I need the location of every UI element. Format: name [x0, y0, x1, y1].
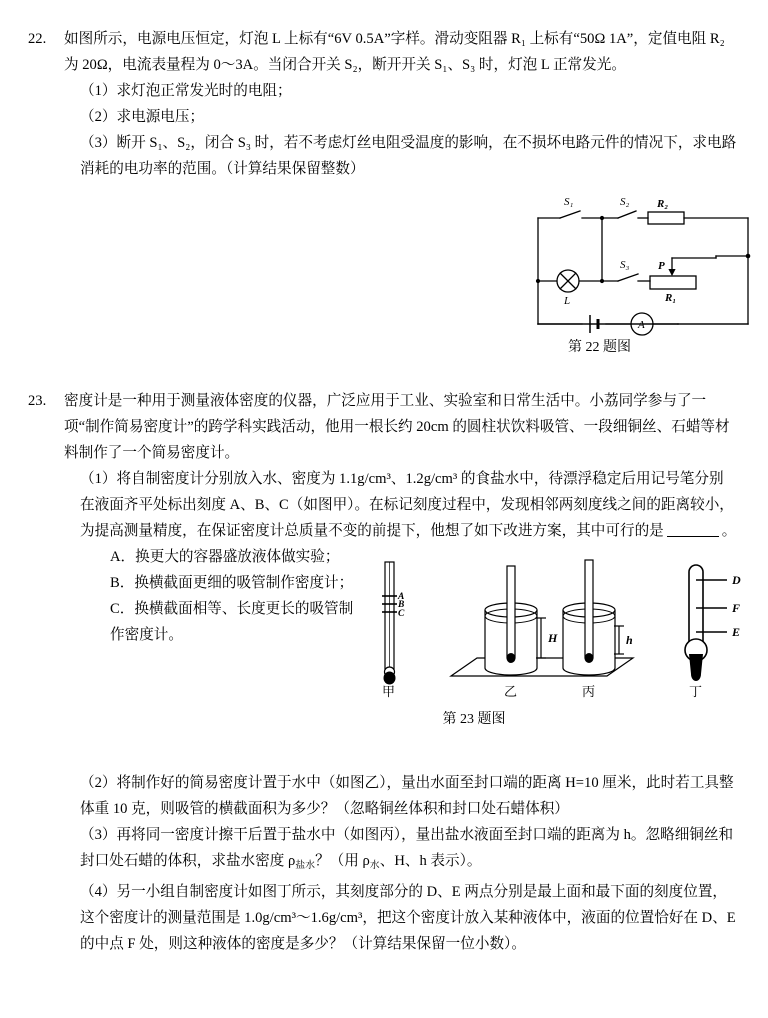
mark-d: D: [732, 573, 741, 587]
mark-e: E: [732, 625, 741, 639]
question-23-item-3: [80, 822, 738, 879]
mark-b: B: [398, 600, 405, 610]
question-22-stem: 如图所示，电源电压恒定，灯泡 L 上标有“6V 0.5A”字样。滑动变阻器 R₁ 上标有“50Ω 1A”，定值电阻 R₂ 为 20Ω，电流表量程为 0～3A。当闭合开关 S₂，断开开关 S₁、S₃ 时，灯泡 L 正常发光。: [64, 31, 725, 73]
question-23-option-b[interactable]: [110, 570, 364, 596]
question-22-item-2-text: 求电源电压；: [116, 109, 205, 125]
panel-yi: [485, 566, 546, 675]
panel-name-bing: 丙: [582, 684, 596, 699]
panel-ding: [685, 565, 727, 661]
question-22-item-3-label: （3）: [80, 135, 117, 151]
question-22-item-2-label: （2）: [80, 109, 117, 125]
question-23-stem: 密度计是一种用于测量液体密度的仪器，广泛应用于工业、实验室和日常生活中。小荔同学参与了一项“制作简易密度计”的跨学科实践活动，他用一根长约 20cm 的圆柱状饮料吸管、一段细铜丝、石蜡等材料制作了一个简易密度计。: [64, 393, 730, 461]
question-23-item-4: [80, 879, 738, 957]
label-switch-s2: S₂: [620, 196, 630, 208]
option-b-key: B．: [110, 575, 135, 591]
mark-H: H: [548, 631, 558, 645]
question-23-item-3-text-a: （3）: [80, 827, 117, 843]
question-23-option-c[interactable]: [110, 596, 364, 648]
question-23-item-1: [80, 466, 738, 544]
junction-dots: [536, 216, 750, 283]
question-23-item-3-sub-a: 盐水: [295, 859, 316, 871]
mark-c: C: [398, 609, 405, 619]
question-22-body: [64, 26, 738, 182]
question-23-item-2: [80, 770, 738, 822]
question-23-item-2-label: （2）: [80, 775, 117, 791]
question-23-item-4-label: （4）: [80, 883, 117, 900]
label-rheostat-r1: R₁: [665, 292, 677, 304]
label-slider-p: P: [658, 260, 665, 272]
option-a-text: 换更大的容器盛放液体做实验；: [135, 549, 340, 565]
mark-f: F: [732, 601, 741, 615]
question-22-item-3-text: 断开 S₁、S₂，闭合 S₃ 时，若不考虑灯丝电阻受温度的影响，在不损坏电路元件的情况下，求电路消耗的电功率的范围。（计算结果保留整数）: [80, 135, 737, 177]
question-22-item-2: [80, 104, 738, 130]
label-resistor-r2: R₂: [657, 198, 669, 210]
figure-22-caption: 第 22 题图: [568, 340, 631, 355]
question-23-item-3-sub-b: 水: [369, 859, 380, 871]
question-23-item-1-text: 将自制密度计分别放入水、密度为 1.1g/cm³、1.2g/cm³ 的食盐水中，待漂浮稳定后用记号笔分别在液面齐平处标出刻度 A、B、C（如图甲）。在标记刻度过程中，发现相邻两刻度线之间的距离较小，为提高测量精度，在保证密度计总质量不变的前提下，他想了如下改进方案，其中可行的是: [80, 471, 734, 539]
panel-bing: [563, 560, 624, 675]
slider-arrow-icon: [668, 269, 675, 276]
panel-jia: [382, 562, 397, 672]
label-lamp-l: L: [564, 295, 571, 307]
question-22-item-1-label: （1）: [80, 83, 117, 99]
label-switch-s3: S₃: [620, 259, 630, 271]
option-c-text: 换横截面相等、长度更长的吸管制作密度计。: [110, 601, 354, 643]
figure-23-caption: 第 23 题图: [442, 712, 506, 727]
panel-name-yi: 乙: [504, 684, 518, 699]
panel-name-ding: 丁: [689, 684, 703, 699]
hydrometer-svg: [355, 558, 767, 703]
label-ammeter: A: [638, 319, 645, 331]
option-c-key: C．: [110, 601, 135, 617]
question-23-item-2-text: 将制作好的简易密度计置于水中（如图乙），量出水面至封口端的距离 H=10 厘米，此时若工具整体重 10 克，则吸管的横截面积为多少？（忽略铜丝体积和封口处石蜡体积）: [80, 775, 734, 817]
question-22-number: 22.: [28, 31, 47, 47]
option-b-text: 换横截面更细的吸管制作密度计；: [134, 575, 354, 591]
mark-h: h: [626, 633, 633, 647]
figure-22-circuit-diagram: [520, 196, 768, 364]
question-23-item-1-label: （1）: [80, 471, 117, 487]
question-22-item-1-text: 求灯泡正常发光时的电阻；: [116, 83, 292, 99]
question-23-option-a[interactable]: [110, 544, 364, 570]
answer-blank-1[interactable]: [667, 536, 719, 537]
question-23-item-4-text: 另一小组自制密度计如图丁所示，其刻度部分的 D、E 两点分别是最上面和最下面的刻度位置，这个密度计的测量范围是 1.0g/cm³～1.6g/cm³，把这个密度计放入某种液体中，液面的位置恰好在 D、E 的中点 F 处，则这种液体的密度是多少？（计算结果保留一位小数）。: [80, 883, 736, 952]
question-23-item-3-text: 再将同一密度计擦干后置于盐水中（如图丙），量出盐水液面至封口端的距离为 h。忽略细铜丝和封口处石蜡的体积，求盐水密度 ρ: [80, 827, 734, 869]
question-23-item-1-text-end: 。: [721, 523, 737, 539]
question-23-item-3-text-b: ？（用 ρ: [315, 853, 370, 869]
figure-23-hydrometer-diagram: [355, 558, 767, 703]
panel-name-jia: 甲: [382, 684, 396, 699]
option-a-key: A．: [110, 549, 136, 565]
question-22-item-1: [80, 78, 738, 104]
mark-a: A: [398, 592, 405, 602]
question-22-item-3: [80, 130, 738, 182]
question-23-number: 23.: [28, 393, 47, 409]
label-switch-s1: S₁: [564, 196, 574, 208]
circuit-svg: [520, 196, 768, 346]
question-23-item-3-text-c: 、H、h 表示）。: [379, 853, 482, 869]
